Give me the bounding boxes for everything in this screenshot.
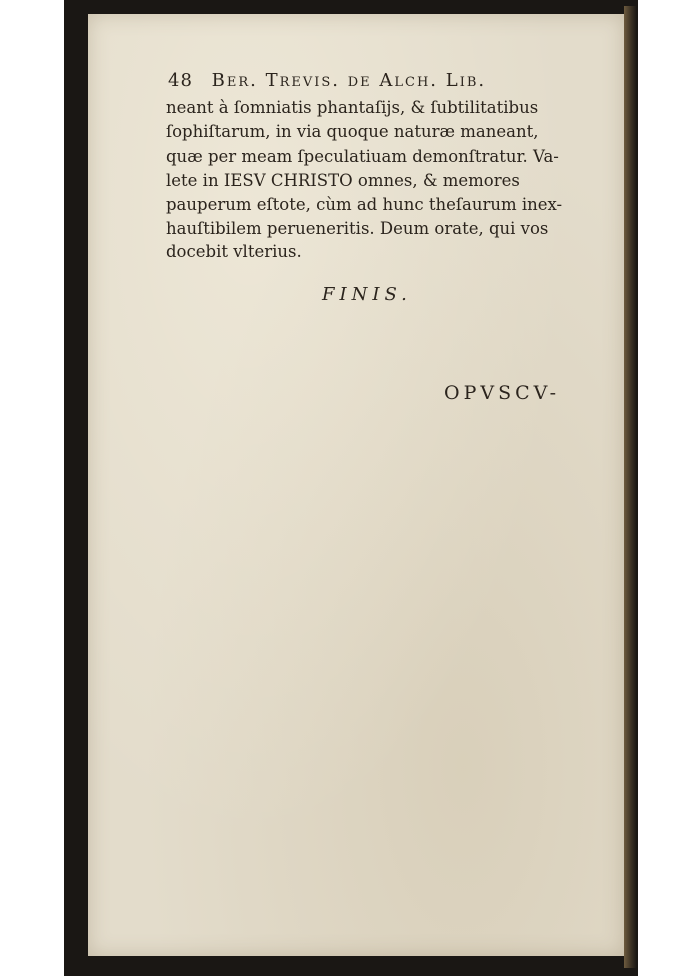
- body-line-7: docebit vlterius.: [166, 242, 302, 261]
- body-line-1: neant à ſomniatis phantaſijs, & ſubtilitatibus: [166, 98, 539, 117]
- finis-mark: FINIS.: [322, 284, 412, 305]
- page-number: 48: [168, 70, 193, 91]
- page-edge: [624, 6, 636, 968]
- running-header: [168, 70, 486, 91]
- body-line-5: pauperum eſtote, cùm ad hunc theſaurum inex-: [166, 195, 563, 214]
- running-title: Ber. Trevis. de Alch. Lib.: [211, 70, 487, 91]
- body-line-4: lete in IESV CHRISTO omnes, & memores: [166, 171, 520, 190]
- body-line-6: hauſtibilem perueneritis. Deum orate, qui vos: [166, 219, 549, 238]
- catchword: OPVSCV-: [444, 382, 561, 404]
- body-line-3: quæ per meam ſpeculatiuam demonſtratur. Va-: [166, 147, 559, 166]
- body-line-2: ſophiſtarum, in via quoque naturæ maneant,: [166, 122, 539, 141]
